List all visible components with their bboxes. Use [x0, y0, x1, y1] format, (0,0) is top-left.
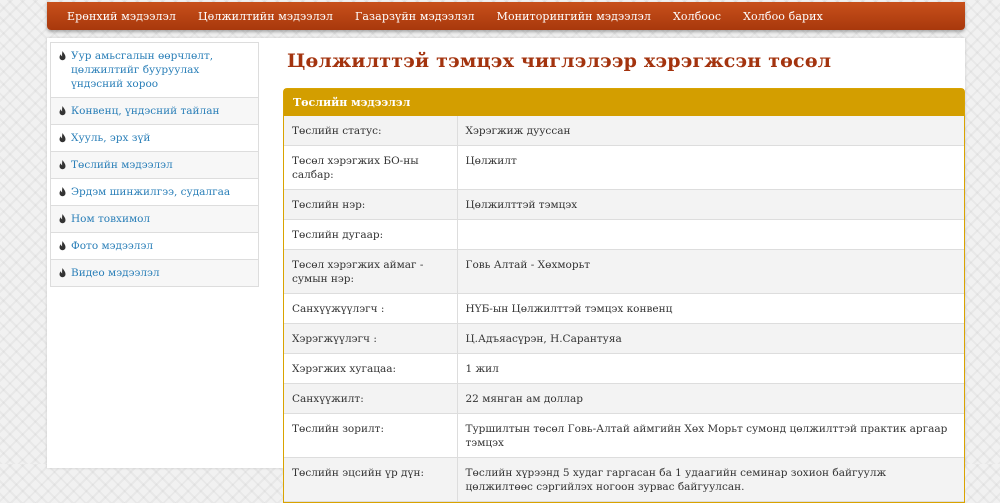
nav-item-desertification-info[interactable]: Цөлжилтийн мэдээлэл — [197, 9, 334, 23]
sidebar-item-label: Уур амьсгалын өөрчлөлт, цөлжилтийг бууруулах үндэсний хороо — [71, 50, 214, 90]
fire-icon — [59, 160, 66, 170]
table-row — [284, 458, 964, 502]
sidebar-item-label: Төслийн мэдээлэл — [71, 159, 173, 171]
row-label: Төсөл хэрэгжих БО-ны салбар: — [284, 146, 457, 190]
sidebar-item-label: Конвенц, үндэсний тайлан — [71, 105, 220, 117]
sidebar-item-label: Видео мэдээлэл — [71, 267, 160, 279]
row-label: Төслийн зорилт: — [284, 414, 457, 458]
sidebar-item-videos[interactable] — [51, 260, 258, 286]
fire-icon — [59, 106, 66, 116]
sidebar-item-law[interactable] — [51, 125, 258, 152]
row-label: Төслийн нэр: — [284, 190, 457, 220]
table-row — [284, 294, 964, 324]
nav-item-contact[interactable]: Холбоо барих — [743, 9, 823, 23]
row-label: Хэрэгжүүлэгч : — [284, 324, 457, 354]
sidebar-item-books[interactable] — [51, 206, 258, 233]
row-value: Цөлжилт — [457, 146, 964, 190]
row-label: Төслийн эцсийн үр дүн: — [284, 458, 457, 502]
row-label: Санхүүжилт: — [284, 384, 457, 414]
sidebar-item-project-info[interactable] — [51, 152, 258, 179]
content-container — [47, 38, 965, 493]
table-row — [284, 220, 964, 250]
nav-item-monitoring-info[interactable]: Мониторингийн мэдээлэл — [496, 9, 651, 23]
row-value: Цөлжилттэй тэмцэх — [457, 190, 964, 220]
table-row — [284, 414, 964, 458]
row-label: Төслийн статус: — [284, 116, 457, 146]
table-row — [284, 250, 964, 294]
table-row — [284, 116, 964, 146]
fire-icon — [59, 241, 66, 251]
main-navbar — [47, 2, 965, 30]
table-row — [284, 384, 964, 414]
row-label: Хэрэгжих хугацаа: — [284, 354, 457, 384]
sidebar-item-label: Эрдэм шинжилгээ, судалгаа — [71, 186, 231, 198]
sidebar-item-label: Ном товхимол — [71, 213, 151, 225]
row-value: Говь Алтай - Хөхморьт — [457, 250, 964, 294]
fire-icon — [59, 214, 66, 224]
fire-icon — [59, 268, 66, 278]
project-info-panel — [283, 88, 965, 503]
sidebar-item-committee[interactable] — [51, 43, 258, 98]
sidebar-item-convention-report[interactable] — [51, 98, 258, 125]
row-value: НҮБ-ын Цөлжилттэй тэмцэх конвенц — [457, 294, 964, 324]
fire-icon — [59, 133, 66, 143]
row-value — [457, 220, 964, 250]
page-title: Цөлжилттэй тэмцэх чиглэлээр хэрэгжсэн төсөл — [287, 50, 832, 72]
row-value: Туршилтын төсөл Говь-Алтай аймгийн Хөх Морьт сумонд цөлжилттэй практик аргаар тэмцэх — [457, 414, 964, 458]
sidebar-item-label: Фото мэдээлэл — [71, 240, 154, 252]
sidebar-item-label: Хууль, эрх зүй — [71, 132, 151, 144]
nav-item-general-info[interactable]: Ерөнхий мэдээлэл — [67, 9, 176, 23]
row-value: 22 мянган ам доллар — [457, 384, 964, 414]
project-info-table — [284, 116, 964, 502]
row-value: Хэрэгжиж дууссан — [457, 116, 964, 146]
fire-icon — [59, 187, 66, 197]
row-value: 1 жил — [457, 354, 964, 384]
nav-item-geographic-info[interactable]: Газарзүйн мэдээлэл — [355, 9, 475, 23]
fire-icon — [59, 51, 66, 61]
row-label: Төсөл хэрэгжих аймаг - сумын нэр: — [284, 250, 457, 294]
table-row — [284, 146, 964, 190]
table-row — [284, 354, 964, 384]
table-row — [284, 324, 964, 354]
sidebar-item-research[interactable] — [51, 179, 258, 206]
sidebar-menu — [50, 42, 259, 287]
panel-header: Төслийн мэдээлэл — [284, 89, 964, 116]
row-value: Ц.Адъяасүрэн, Н.Сарантуяа — [457, 324, 964, 354]
row-label: Санхүүжүүлэгч : — [284, 294, 457, 324]
nav-item-links[interactable]: Холбоос — [672, 9, 722, 23]
sidebar-item-photos[interactable] — [51, 233, 258, 260]
row-value: Төслийн хүрээнд 5 худаг гаргасан ба 1 удаагийн семинар зохион байгуулж цөлжилтөөс сэргийлэх ногоон зурвас байгуулсан. — [457, 458, 964, 502]
row-label: Төслийн дугаар: — [284, 220, 457, 250]
table-row — [284, 190, 964, 220]
